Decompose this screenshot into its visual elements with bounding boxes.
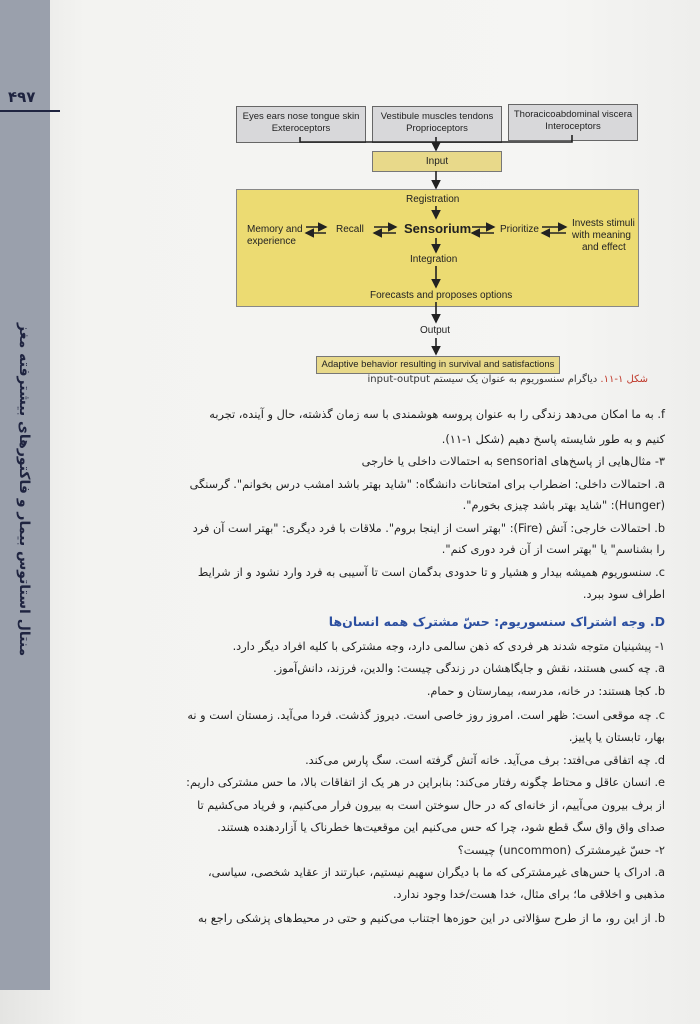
page-number: ۴۹۷ bbox=[8, 88, 36, 106]
section-heading: D. وجه اشتراک سنسوریوم: حسّ مشترک همه انسان‌ها bbox=[328, 614, 665, 629]
output-label: Output bbox=[420, 325, 451, 336]
invests-line3: and effect bbox=[582, 242, 626, 253]
invests-line1: Invests stimuli bbox=[572, 218, 635, 229]
text-line: ۱- پیشینیان متوجه شدند هر فردی که ذهن سالمی دارد، وجه مشترکی با کلیه افراد دیگر دارد. bbox=[232, 640, 665, 653]
box-sublabel: Interoceptors bbox=[545, 121, 601, 132]
text-line: b. کجا هستند: در خانه، مدرسه، بیمارستان و حمام. bbox=[426, 685, 665, 698]
text-line: e. انسان عاقل و محتاط چگونه رفتار می‌کند: بنابراین در هر یک از اتفاقات بالا، ما حس مشترکی داریم: bbox=[186, 776, 665, 789]
text-line: را بشناسم" یا "بهتر است از آن فرد دوری کنم". bbox=[441, 543, 665, 556]
forecasts-label: Forecasts and proposes options bbox=[370, 290, 513, 301]
text-line: c. سنسوریوم همیشه بیدار و هشیار و تا حدودی بدگمان است تا آسیبی به فرد وارد نشود و از شرایط bbox=[197, 566, 665, 579]
figure-caption bbox=[280, 374, 648, 385]
text-line: d. چه اتفاقی می‌افتد: برف می‌آید. خانه آتش گرفته است. سگ پارس می‌کند. bbox=[305, 754, 665, 767]
memory-line1: Memory and bbox=[247, 224, 303, 235]
text-line: b. از این رو، ما از طرح سؤالاتی در این حوزه‌ها اجتناب می‌کنیم و حتی در محیط‌های پزشکی راجع به bbox=[198, 912, 665, 925]
text-line: کنیم و به طور شایسته پاسخ دهیم (شکل ۱-۱۱). bbox=[441, 433, 665, 446]
caption-text: دیاگرام سنسوریوم به عنوان یک سیستم input-output bbox=[367, 374, 601, 385]
text-line: صدای واق واق سگ قطع شود، چرا که حس می‌کنیم این موقعیت‌ها خطرناک یا آزاردهنده هستند. bbox=[217, 821, 665, 834]
text-line: b. احتمالات خارجی: آتش (Fire): "بهتر است از اینجا بروم". ملاقات با فرد دیگری: "بهتر است آن فرد bbox=[192, 522, 665, 535]
recall-label: Recall bbox=[336, 224, 364, 235]
text-line: ۳- مثال‌هایی از پاسخ‌های sensorial به احتمالات داخلی یا خارجی bbox=[361, 455, 665, 468]
text-line: (Hunger): "شاید بهتر باشد چیزی بخورم". bbox=[462, 499, 665, 512]
sensorium-label: Sensorium bbox=[404, 221, 472, 236]
running-title: منتال استاتوس بیمار و فاکتورهای بیشترفته مغز bbox=[16, 323, 32, 657]
integration-label: Integration bbox=[410, 254, 458, 265]
memory-line2: experience bbox=[247, 236, 296, 247]
box-sublabel: Proprioceptors bbox=[406, 123, 468, 134]
text-line: اطراف سود ببرد. bbox=[582, 588, 665, 601]
adaptive-behavior-box: Adaptive behavior resulting in survival and satisfactions bbox=[316, 356, 560, 374]
prioritize-label: Prioritize bbox=[500, 224, 539, 235]
text-line: مذهبی و اخلاقی ما؛ برای مثال، خدا هست/خدا وجود ندارد. bbox=[392, 888, 665, 901]
input-box: Input bbox=[372, 151, 502, 172]
text-line: f. به ما امکان می‌دهد زندگی را به عنوان پروسه هوشمندی با سه زمان گذشته، حال و آینده، تجربه bbox=[209, 408, 665, 421]
box-label: Vestibule muscles tendons bbox=[380, 111, 494, 122]
caption-label: شکل ۱-۱۱. bbox=[600, 374, 648, 385]
text-line: بهار، تابستان یا پاییز. bbox=[568, 731, 665, 744]
text-line: a. ادراک یا حس‌های غیرمشترکی که ما با دیگران سهیم نیستیم، عبارتند از عقاید شخصی، سیاسی، bbox=[208, 866, 665, 879]
diagram-arrows bbox=[0, 0, 700, 400]
box-label: Eyes ears nose tongue skin bbox=[242, 111, 360, 122]
box-sublabel: Exteroceptors bbox=[271, 123, 331, 134]
text-line: a. احتمالات داخلی: اضطراب برای امتحانات دانشگاه: "شاید بهتر باشد امشب درس بخوانم". گرسنگی bbox=[189, 478, 665, 491]
invests-line2: with meaning bbox=[572, 230, 631, 241]
text-line: c. چه موقعی است: ظهر است. امروز روز خاصی است. دیروز گذشت. فردا می‌آید. زمستان است و نه bbox=[187, 709, 665, 722]
text-line: از برف بیرون می‌آییم، از خانه‌ای که در حال سوختن است به بیرون فرار می‌کنیم، و فریاد می‌کشیم تا bbox=[197, 799, 665, 812]
text-line: ۲- حسّ غیرمشترک (uncommon) چیست؟ bbox=[457, 844, 665, 857]
registration-label: Registration bbox=[406, 194, 460, 205]
text-line: a. چه کسی هستند، نقش و جایگاهشان در زندگی چیست: والدین، فرزند، دانش‌آموز. bbox=[273, 662, 665, 675]
box-label: Thoracicoabdominal viscera bbox=[513, 109, 633, 120]
